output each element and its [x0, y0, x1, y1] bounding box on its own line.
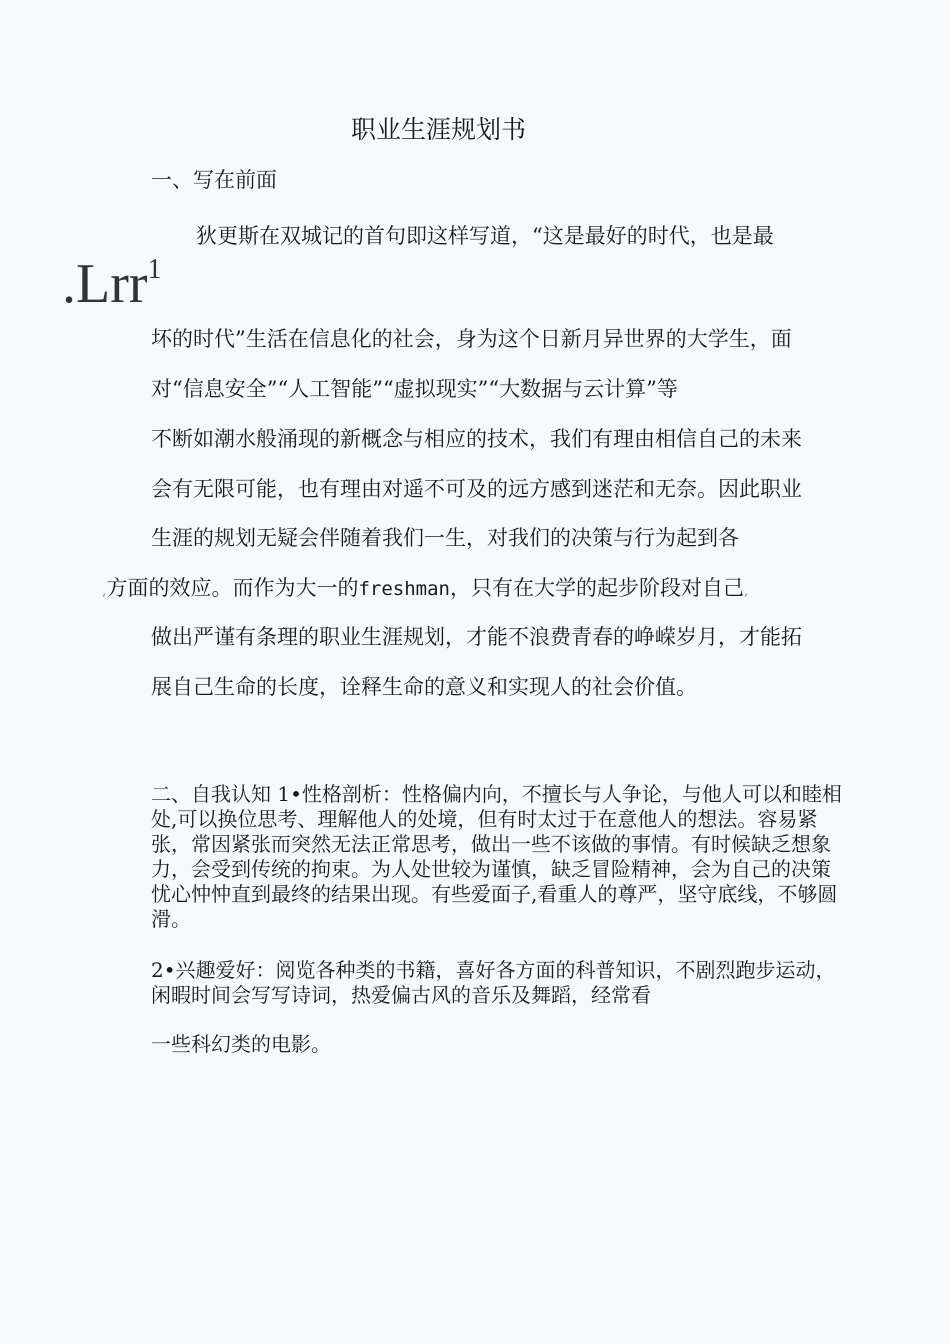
paragraph-line: 生涯的规划无疑会伴随着我们一生，对我们的决策与行为起到各 [151, 526, 739, 550]
stray-mark: , [743, 583, 749, 599]
paragraph-line: 对“信息安全”“人工智能”“虚拟现实”“大数据与云计算”等 [151, 377, 678, 401]
section1-heading: 一、写在前面 [151, 168, 277, 192]
paragraph-line: 展自己生命的长度，诠释生命的意义和实现人的社会价值。 [151, 675, 697, 699]
interests-paragraph: 2•兴趣爱好：阅览各种类的书籍，喜好各方面的科普知识，不剧烈跑步运动，闲暇时间会写写诗词，热爱偏古风的音乐及舞蹈，经常看 [151, 958, 836, 1007]
paragraph-line: 坏的时代”生活在信息化的社会，身为这个日新月异世界的大学生，面 [151, 327, 792, 351]
paragraph-line: 会有无限可能，也有理由对遥不可及的远方感到迷茫和无奈。因此职业 [151, 477, 802, 501]
paragraph-line: 不断如潮水般涌现的新概念与相应的技术，我们有理由相信自己的未来 [151, 427, 802, 451]
document-title: 职业生涯规划书 [351, 115, 527, 144]
paragraph-line: 狄更斯在双城记的首句即这样写道，“这是最好的时代，也是最 [196, 224, 774, 248]
stray-mark: , [102, 583, 107, 599]
inline-english-word: freshman [358, 578, 450, 600]
paragraph-line: 做出严谨有条理的职业生涯规划，才能不浪费青春的峥嵘岁月，才能拓 [151, 625, 802, 649]
self-awareness-paragraph: 二、自我认知 1•性格剖析：性格偏内向，不擅长与人争论，与他人可以和睦相处,可以换位思考、理解他人的处境，但有时太过于在意他人的想法。容易紧张，常因紧张而突然无法正常思考，做出一些不该做的事情。有时候缺乏想象力，会受到传统的拘束。为人处世较为谨慎，缺乏冒险精神，会为自己的决策忧心忡忡直到最终的结果出现。有些爱面子,看重人的尊严，坚守底线，不够圆滑。 [151, 782, 842, 931]
scan-artifact-text: .Lrr$^1$ [62, 253, 162, 315]
paragraph-line: 一些科幻类的电影。 [151, 1032, 331, 1056]
paragraph-line: ,方面的效应。而作为大一的freshman，只有在大学的起步阶段对自己, [102, 576, 749, 600]
